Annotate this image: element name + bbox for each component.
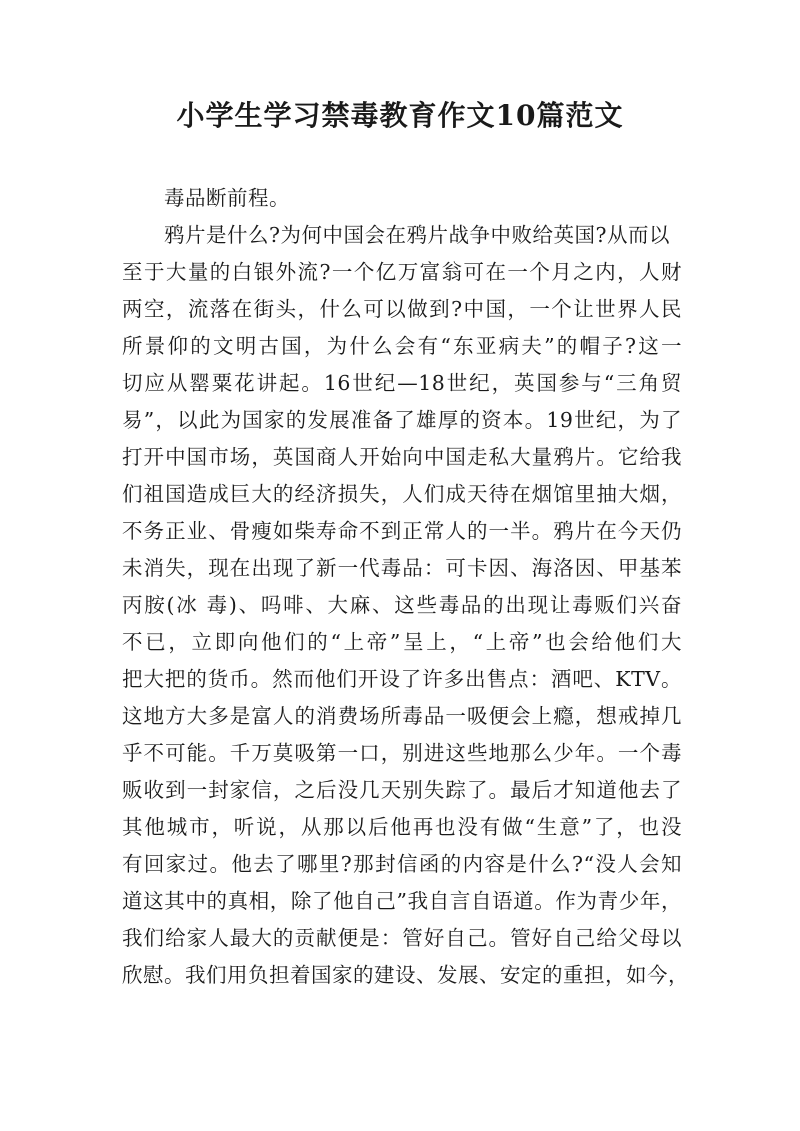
- paragraph-1-line: 毒品断前程。: [164, 186, 290, 210]
- paragraph-2-line: 至于大量的白银外流?一个亿万富翁可在一个月之内，人财: [122, 260, 682, 284]
- document-body: [122, 180, 689, 994]
- paragraph-2-line: 打开中国市场，英国商人开始向中国走私大量鸦片。它给我: [122, 445, 682, 469]
- paragraph-2-line: 这地方大多是富人的消费场所毒品一吸便会上瘾，想戒掉几: [122, 704, 682, 728]
- paragraph-2-line: 道这其中的真相，除了他自己”我自言自语道。作为青少年，: [122, 889, 682, 913]
- paragraph-2-line: 不务正业、骨瘦如柴寿命不到正常人的一半。鸦片在今天仍: [122, 519, 682, 543]
- paragraph-2-line: 切应从罂粟花讲起。16世纪—18世纪，英国参与“三角贸: [122, 371, 682, 395]
- paragraph-2-line: 不已，立即向他们的“上帝”呈上，“上帝”也会给他们大: [122, 630, 682, 654]
- paragraph-2-line: 鸦片是什么?为何中国会在鸦片战争中败给英国?从而以: [164, 223, 670, 247]
- paragraph-2-line: 有回家过。他去了哪里?那封信函的内容是什么?“没人会知: [122, 852, 682, 876]
- paragraph-2-line: 未消失，现在出现了新一代毒品：可卡因、海洛因、甲基苯: [122, 556, 682, 580]
- paragraph-2-line: 易”，以此为国家的发展准备了雄厚的资本。19世纪，为了: [122, 408, 682, 432]
- paragraph-2-line: 丙胺(冰 毒)、吗啡、大麻、这些毒品的出现让毒贩们兴奋: [122, 593, 682, 617]
- paragraph-2-line: 乎不可能。千万莫吸第一口，别进这些地那么少年。一个毒: [122, 741, 682, 765]
- paragraph-2-line: 欣慰。我们用负担着国家的建设、发展、安定的重担，如今，: [122, 963, 689, 987]
- paragraph-2-line: 所景仰的文明古国，为什么会有“东亚病夫”的帽子?这一: [122, 334, 682, 358]
- paragraph-2-line: 贩收到一封家信，之后没几天别失踪了。最后才知道他去了: [122, 778, 682, 802]
- paragraph-2-line: 两空，流落在街头，什么可以做到?中国，一个让世界人民: [122, 297, 682, 321]
- document-title: 小学生学习禁毒教育作文10篇范文: [176, 99, 624, 132]
- paragraph-2-line: 们祖国造成巨大的经济损失，人们成天待在烟馆里抽大烟，: [122, 482, 682, 506]
- paragraph-2-line: 其他城市，听说，从那以后他再也没有做“生意”了，也没: [122, 815, 682, 839]
- paragraph-2-line: 我们给家人最大的贡献便是：管好自己。管好自己给父母以: [122, 926, 682, 950]
- paragraph-2-line: 把大把的货币。然而他们开设了许多出售点：酒吧、KTV。: [122, 667, 682, 691]
